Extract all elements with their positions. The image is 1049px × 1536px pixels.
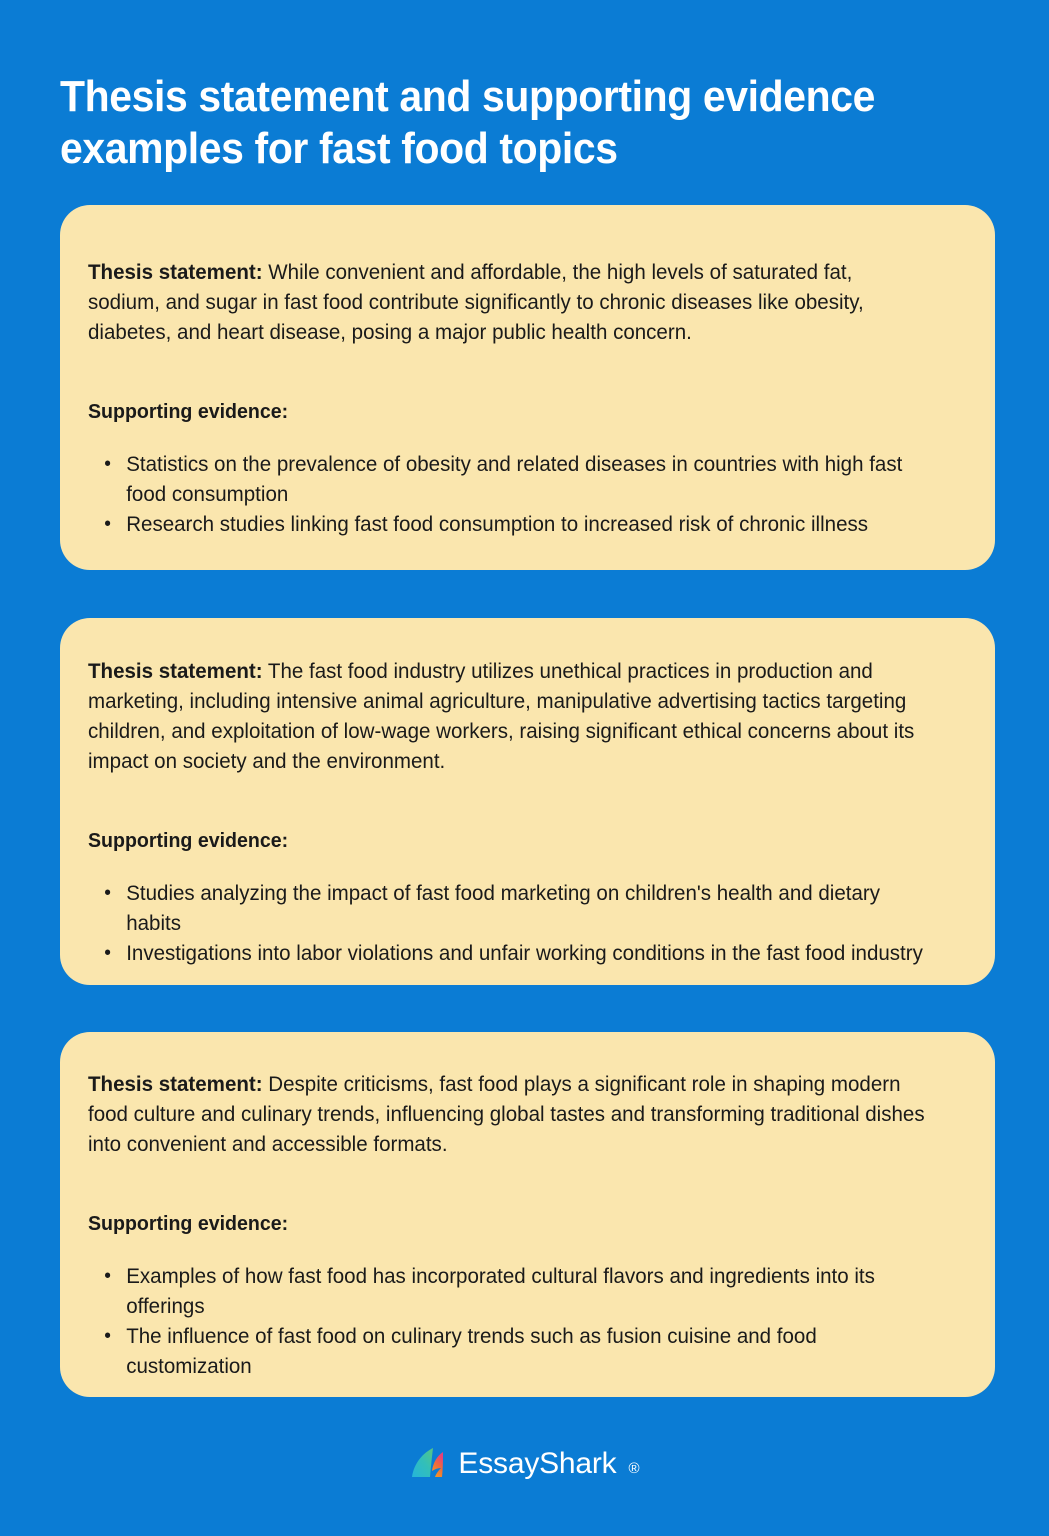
supporting-evidence-list (88, 449, 926, 539)
list-item: • Studies analyzing the impact of fast food marketing on children's health and dietary habits (88, 878, 926, 938)
list-item: • Examples of how fast food has incorporated cultural flavors and ingredients into its offerings (88, 1261, 926, 1321)
list-item: • Statistics on the prevalence of obesity and related diseases in countries with high fast food consumption (88, 449, 926, 509)
supporting-evidence-label: Supporting evidence: (88, 399, 289, 423)
card-content (88, 205, 965, 570)
list-item: • Investigations into labor violations and unfair working conditions in the fast food industry (88, 938, 926, 968)
thesis-card (60, 1032, 995, 1397)
thesis-statement-text: The fast food industry utilizes unethical practices in production and marketing, including intensive animal agriculture, manipulative advertising tactics targeting children, and exploitation of low-wage workers, raising significant ethical concerns about its impact on society and the environment. (88, 659, 915, 774)
thesis-statement (88, 656, 926, 776)
thesis-statement-label: Thesis statement: (88, 260, 263, 285)
thesis-statement-text: Despite criticisms, fast food plays a significant role in shaping modern food culture and culinary trends, influencing global tastes and transforming traditional dishes into convenient and accessible formats. (88, 1072, 925, 1157)
thesis-statement-label: Thesis statement: (88, 659, 263, 684)
card-content (88, 1032, 965, 1397)
supporting-evidence-list (88, 1261, 926, 1381)
registered-trademark-icon: ® (628, 1459, 640, 1477)
page-title: Thesis statement and supporting evidence examples for fast food topics (60, 72, 876, 174)
list-item: • The influence of fast food on culinary trends such as fusion cuisine and food customization (88, 1321, 926, 1381)
essayshark-fin-logo-icon (409, 1444, 449, 1484)
thesis-statement-text: While convenient and affordable, the high levels of saturated fat, sodium, and sugar in fast food contribute significantly to chronic diseases like obesity, diabetes, and heart disease, posing a major public health concern. (88, 260, 864, 345)
footer-branding (0, 1444, 1049, 1484)
card-content (88, 618, 965, 985)
supporting-evidence-list (88, 878, 926, 968)
thesis-statement (88, 1069, 926, 1159)
supporting-evidence-label: Supporting evidence: (88, 828, 289, 852)
thesis-statement (88, 257, 926, 347)
list-item: • Research studies linking fast food consumption to increased risk of chronic illness (88, 509, 926, 539)
thesis-card (60, 618, 995, 985)
brand-name: EssayShark (458, 1447, 617, 1480)
thesis-card (60, 205, 995, 570)
thesis-statement-label: Thesis statement: (88, 1072, 263, 1097)
supporting-evidence-label: Supporting evidence: (88, 1211, 289, 1235)
